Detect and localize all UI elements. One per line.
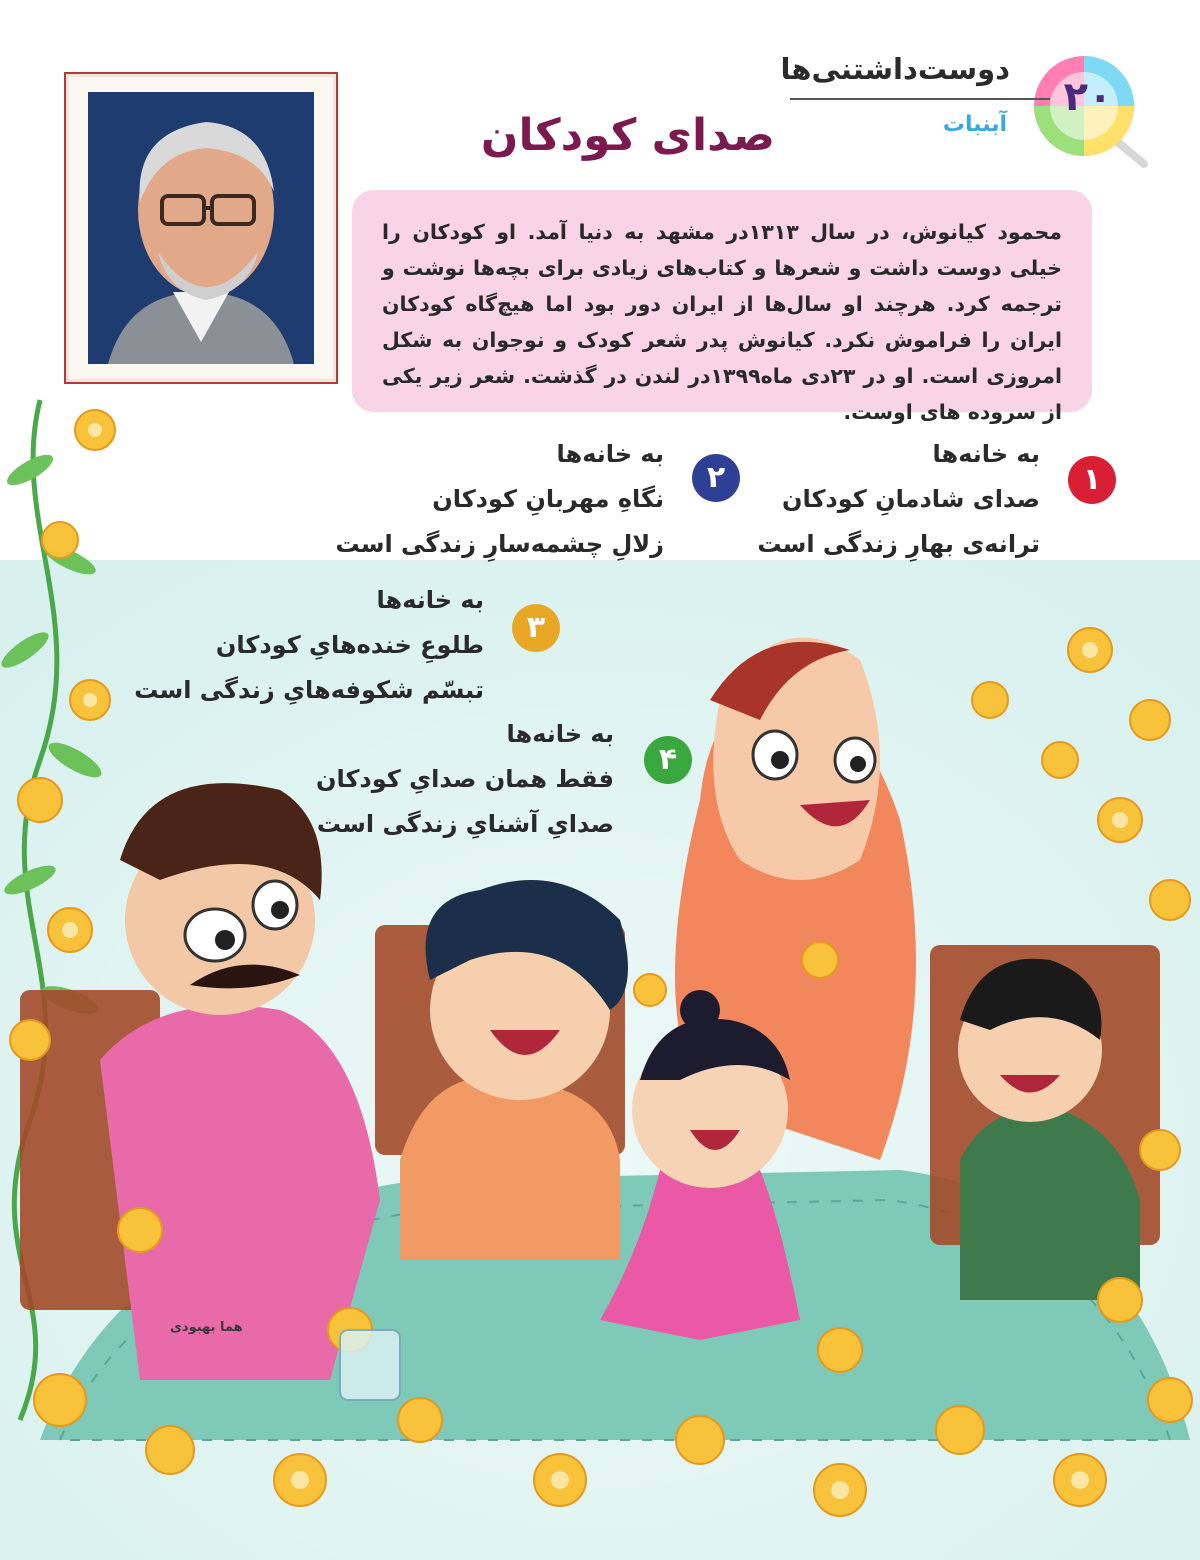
- biography-box: [352, 190, 1092, 424]
- stanza-line: زلالِ چشمه‌سارِ زندگی است: [335, 530, 664, 558]
- stanza-4-badge: ۴: [644, 736, 692, 784]
- stanza-line: صدایِ آشنایِ زندگی است: [316, 810, 614, 838]
- section-title: دوست‌داشتنی‌ها: [780, 52, 1010, 86]
- magazine-logo: آبنبات: [942, 112, 1008, 137]
- stanza-line: ترانه‌ی بهارِ زندگی است: [757, 530, 1040, 558]
- illustrator-credit: هما بهبودی: [170, 1320, 243, 1335]
- page-title: صدای کودکان: [480, 110, 775, 161]
- poet-portrait: [88, 92, 314, 364]
- stanza-2-badge: ۲: [692, 454, 740, 502]
- stanza-line: به خانه‌ها: [376, 586, 484, 614]
- page-number: ۲۰: [1063, 74, 1113, 120]
- stanza-3-badge: ۳: [512, 604, 560, 652]
- stanza-line: صدای شادمانِ کودکان: [781, 485, 1040, 513]
- stanza-2: [335, 432, 664, 567]
- biography-text: محمود کیانوش، در سال ۱۳۱۳در مشهد به دنیا آمد. او کودکان را خیلی دوست داشت و شعرها و کتاب‌های زیادی برای بچه‌ها نوشت و ترجمه کرد. هرچند او سال‌ها از ایران دور بود اما هیچ‌گاه کودکان ایران را فراموش نکرد. کیانوش پدر شعر کودک و نوجوان به شکل امروزی است. او در ۲۳دی ماه۱۳۹۹در لندن در گذشت. شعر زیر یکی از سروده های اوست.: [382, 220, 1062, 424]
- stanza-line: به خانه‌ها: [556, 440, 664, 468]
- stanza-line: به خانه‌ها: [506, 720, 614, 748]
- stanza-1-badge: ۱: [1068, 456, 1116, 504]
- stanza-line: به خانه‌ها: [932, 440, 1040, 468]
- stanza-1: [757, 432, 1040, 567]
- stanza-line: تبسّم شکوفه‌هایِ زندگی است: [134, 676, 484, 704]
- stanza-line: نگاهِ مهربانِ کودکان: [432, 485, 664, 513]
- stanza-4: [316, 712, 614, 847]
- stanza-line: فقط همان صدایِ کودکان: [315, 765, 614, 793]
- section-divider: [790, 98, 1050, 100]
- portrait-frame: [64, 72, 338, 384]
- stanza-line: طلوعِ خنده‌هایِ کودکان: [215, 631, 484, 659]
- stanza-3: [134, 578, 484, 713]
